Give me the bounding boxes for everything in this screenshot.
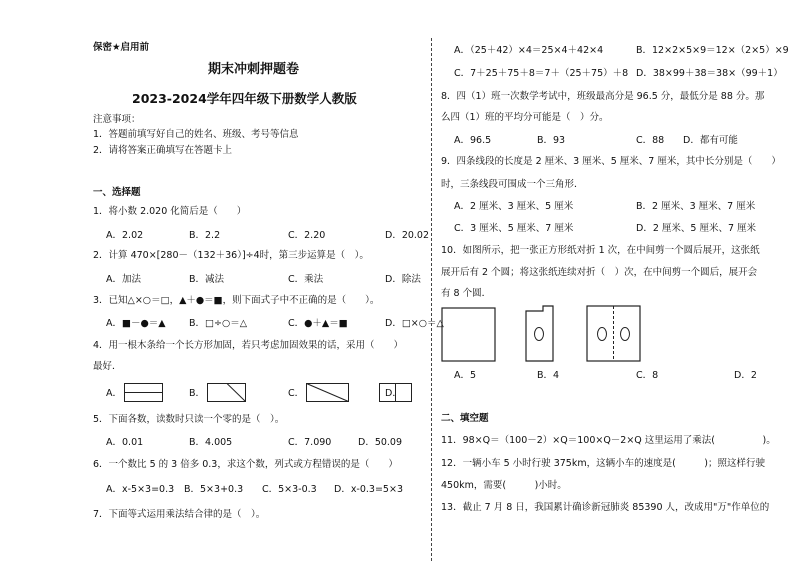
page-subtitle: 2023-2024学年四年级下册数学人教版: [132, 91, 357, 106]
q9-option-b[interactable]: B．2 厘米、3 厘米、7 厘米: [636, 201, 756, 212]
question-8-stem-cont: 么四（1）班的平均分可能是（ ）分。: [441, 112, 609, 123]
rect-diagram-d: [379, 383, 413, 403]
question-13: 13．截止 7 月 8 日，我国累计确诊新冠肺炎 85390 人，改成用"万"作单位的: [441, 502, 770, 513]
q4-option-a[interactable]: A．: [106, 388, 122, 399]
q8-option-c[interactable]: C．88: [636, 135, 665, 146]
question-4-stem: 4．用一根木条给一个长方形加固，若只考虑加固效果的话，采用（ ）: [93, 340, 404, 351]
q4-option-c[interactable]: C．: [288, 388, 305, 399]
question-10-stem-cont2: 有 8 个圆．: [441, 288, 492, 299]
question-8-stem: 8．四（1）班一次数学考试中，班级最高分是 96.5 分，最低分是 88 分。那: [441, 91, 765, 102]
rect-diagram-b: [207, 383, 247, 403]
q2-option-b[interactable]: B．减法: [189, 274, 225, 285]
q1-option-b[interactable]: B．2.2: [189, 230, 221, 241]
q2-option-c[interactable]: C．乘法: [288, 274, 324, 285]
q10-option-b[interactable]: B．4: [537, 370, 560, 381]
question-2-stem: 2．计算 470×[280－（132＋36）]÷4时，第三步运算是（ ）。: [93, 250, 369, 261]
q6-option-a[interactable]: A．x-5×3=0.3: [106, 484, 175, 495]
question-7-stem: 7．下面等式运用乘法结合律的是（ ）。: [93, 509, 266, 520]
q9-option-a[interactable]: A．2 厘米、3 厘米、5 厘米: [454, 201, 574, 212]
question-10-stem-cont: 展开后有 2 个圆；将这张纸连续对折（ ）次，在中间剪一个圆后，展开会: [441, 267, 758, 278]
folded-paper-figure: [525, 305, 555, 363]
q9-option-d[interactable]: D．2 厘米、5 厘米、7 厘米: [636, 223, 757, 234]
page-title: 期末冲刺押题卷: [208, 62, 300, 77]
q8-option-b[interactable]: B．93: [537, 135, 566, 146]
question-12: 12．一辆小车 5 小时行驶 375km，这辆小车的速度是( )；照这样行驶: [441, 458, 765, 469]
q6-option-d[interactable]: D．x-0.3=5×3: [334, 484, 403, 495]
q3-option-b[interactable]: B．□÷○＝△: [189, 318, 248, 329]
q1-option-a[interactable]: A．2.02: [106, 230, 144, 241]
q8-option-d[interactable]: D．都有可能: [683, 135, 738, 146]
q7-option-a[interactable]: A．（25＋42）×4＝25×4＋42×4: [454, 45, 604, 56]
q2-option-a[interactable]: A．加法: [106, 274, 141, 285]
q1-option-c[interactable]: C．2.20: [288, 230, 326, 241]
confidential-label: 保密★启用前: [93, 42, 150, 53]
question-9-stem: 9．四条线段的长度是 2 厘米、3 厘米、5 厘米、7 厘米，其中长分别是（ ）: [441, 156, 781, 167]
notes-heading: 注意事项：: [93, 114, 141, 125]
q5-option-c[interactable]: C．7.090: [288, 437, 332, 448]
q5-option-d[interactable]: D．50.09: [358, 437, 403, 448]
q10-option-a[interactable]: A．5: [454, 370, 477, 381]
q3-option-a[interactable]: A．■－●＝▲: [106, 318, 166, 329]
q4-option-d[interactable]: D．: [385, 388, 402, 399]
unfolded-paper-figure: [586, 305, 642, 363]
rect-diagram-c: [306, 383, 350, 403]
note-item: 2．请将答案正确填写在答题卡上: [93, 145, 233, 156]
q4-option-b[interactable]: B．: [189, 388, 206, 399]
q3-option-d[interactable]: D．□×○＝△: [385, 318, 444, 329]
q1-option-d[interactable]: D．20.02: [385, 230, 430, 241]
q5-option-b[interactable]: B．4.005: [189, 437, 233, 448]
q9-option-c[interactable]: C．3 厘米、5 厘米、7 厘米: [454, 223, 574, 234]
q7-option-d[interactable]: D．38×99＋38＝38×（99＋1）: [636, 68, 783, 79]
q6-option-c[interactable]: C．5×3-0.3: [262, 484, 317, 495]
section-title: 一、选择题: [93, 187, 141, 198]
question-9-stem-cont: 时，三条线段可围成一个三角形．: [441, 179, 584, 190]
q10-option-d[interactable]: D．2: [734, 370, 757, 381]
rect-diagram-a: [124, 383, 164, 403]
q2-option-d[interactable]: D．除法: [385, 274, 421, 285]
question-4-stem-cont: 最好．: [93, 361, 122, 372]
q5-option-a[interactable]: A．0.01: [106, 437, 144, 448]
question-1-stem: 1．将小数 2.020 化简后是（ ）: [93, 206, 247, 217]
question-11: 11．98×Q＝（100－2）×Q＝100×Q－2×Q 这里运用了乘法( )。: [441, 435, 776, 446]
note-item: 1．答题前填写好自己的姓名、班级、考号等信息: [93, 129, 299, 140]
q7-option-b[interactable]: B．12×2×5×9＝12×（2×5）×9: [636, 45, 789, 56]
question-12-cont: 450km，需要( )小时。: [441, 480, 567, 491]
question-6-stem: 6．一个数比 5 的 3 倍多 0.3，求这个数，列式或方程错误的是（ ）: [93, 459, 398, 470]
square-paper-figure: [441, 307, 497, 363]
question-10-stem: 10．如图所示，把一张正方形纸对折 1 次，在中间剪一个圆后展开，这张纸: [441, 245, 760, 256]
question-3-stem: 3．已知△×○＝□，▲＋●＝■，则下面式子中不正确的是（ ）。: [93, 295, 380, 306]
question-5-stem: 5．下面各数，读数时只读一个零的是（ ）。: [93, 414, 285, 425]
column-divider: [431, 38, 432, 561]
q7-option-c[interactable]: C．7＋25＋75＋8＝7＋（25＋75）＋8: [454, 68, 629, 79]
section-title: 二、填空题: [441, 413, 489, 424]
q10-option-c[interactable]: C．8: [636, 370, 659, 381]
q6-option-b[interactable]: B．5×3+0.3: [184, 484, 244, 495]
q3-option-c[interactable]: C．●＋▲＝■: [288, 318, 348, 329]
q8-option-a[interactable]: A．96.5: [454, 135, 492, 146]
